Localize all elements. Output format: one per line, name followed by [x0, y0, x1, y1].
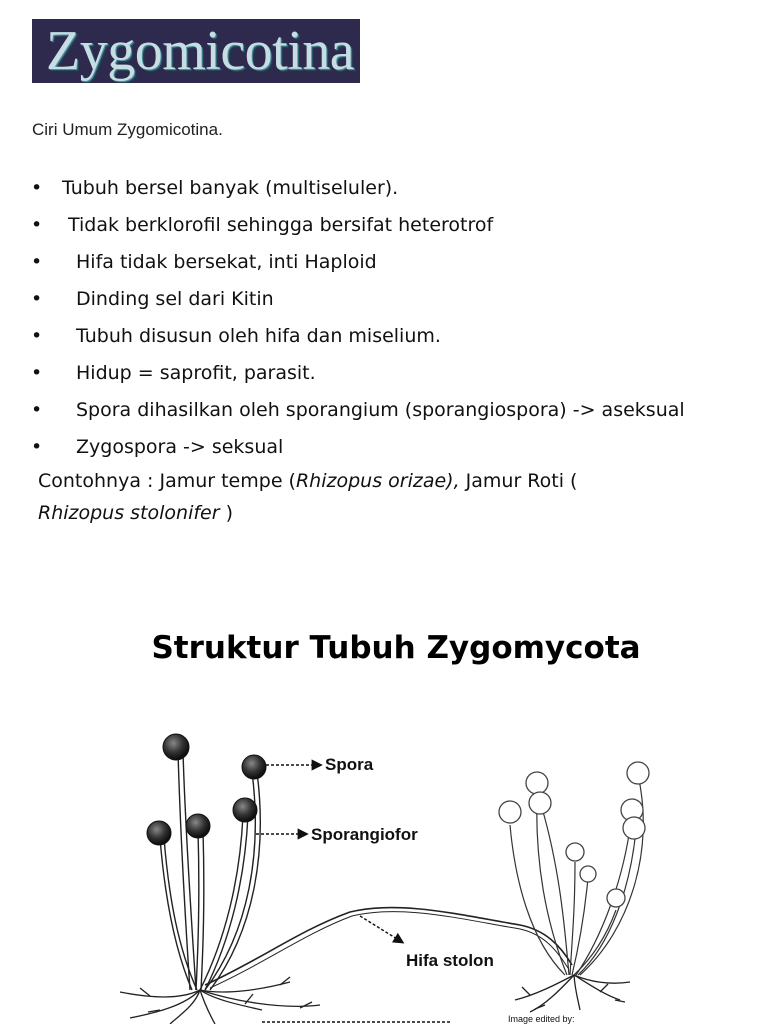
bullet-icon: •	[31, 399, 43, 421]
bullet-icon: •	[31, 325, 43, 347]
bullet-icon: •	[31, 362, 43, 384]
sporangiofor-label: Sporangiofor	[311, 825, 418, 844]
bullet-icon: •	[31, 251, 43, 273]
list-item-text: Hifa tidak bersekat, inti Haploid	[76, 251, 377, 273]
right-rhizoids	[515, 975, 630, 1012]
list-item-text: Tubuh bersel banyak (multiseluler).	[62, 177, 399, 199]
left-rhizoids	[120, 977, 320, 1024]
list-item-text: Tubuh disusun oleh hifa dan miselium.	[76, 325, 441, 347]
spora-label: Spora	[325, 755, 374, 774]
fungus-structure-diagram	[0, 700, 768, 1024]
left-sporangia	[147, 734, 266, 845]
example-middle: Jamur Roti (	[459, 470, 578, 492]
example-prefix: Contohnya : Jamur tempe (	[38, 470, 296, 492]
example-text	[38, 465, 718, 529]
list-item-text: Tidak berklorofil sehingga bersifat heterotrof	[68, 214, 494, 236]
list-item-text: Dinding sel dari Kitin	[76, 288, 274, 310]
section-title: Struktur Tubuh Zygomycota	[151, 630, 641, 666]
image-credit: Image edited by:	[508, 1014, 575, 1024]
list-item-text: Spora dihasilkan oleh sporangium (sporangiospora) -> aseksual	[76, 399, 685, 421]
bullet-icon: •	[31, 177, 43, 199]
left-fungus	[160, 752, 260, 990]
subtitle: Ciri Umum Zygomicotina.	[32, 120, 223, 139]
species-name: Rhizopus stolonifer	[38, 502, 220, 524]
page-title: Zygomicotina	[46, 20, 355, 82]
stolon	[205, 908, 572, 985]
bullet-icon: •	[31, 436, 43, 458]
bullet-icon: •	[31, 288, 43, 310]
title-banner	[32, 19, 360, 83]
list-item-text: Hidup = saprofit, parasit.	[76, 362, 316, 384]
example-suffix: )	[219, 502, 234, 524]
hifa-stolon-label: Hifa stolon	[406, 951, 494, 970]
hifa-stolon-pointer	[360, 916, 402, 942]
bullet-icon: •	[31, 214, 43, 236]
list-item-text: Zygospora -> seksual	[76, 436, 284, 458]
species-name: Rhizopus orizae),	[295, 470, 460, 492]
